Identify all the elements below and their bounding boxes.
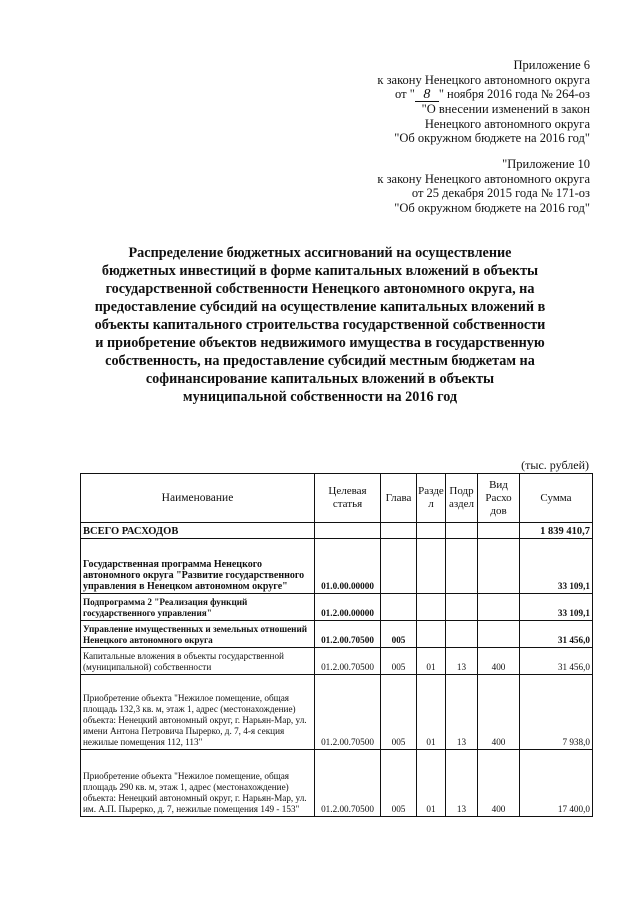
cell-article: 01.2.00.70500 [315,621,381,648]
cell-sum: 31 456,0 [520,648,593,675]
annex-header [377,58,590,146]
cell-podrazdel: 13 [446,750,478,817]
cell-podrazdel [446,539,478,594]
budget-table [80,473,593,817]
cell-name: Капитальные вложения в объекты государственной (муниципальной) собственности [81,648,315,675]
document-title [80,244,560,406]
cell-glava: 005 [381,750,417,817]
annex-line: "Об окружном бюджете на 2016 год" [394,131,590,145]
annex-line: Ненецкого автономного округа [424,116,590,131]
cell-sum: 33 109,1 [520,539,593,594]
annex-original [377,157,590,215]
cell-vid [478,539,520,594]
cell-name: Подпрограмма 2 "Реализация функций государственного управления" [81,594,315,621]
annex-line: "Приложение 10 [502,157,590,171]
title-line: Распределение бюджетных ассигнований на осуществление [128,245,512,261]
table-row [81,675,593,750]
table-row [81,523,593,539]
cell-glava [381,523,417,539]
cell-razdel [417,594,446,621]
title-line: муниципальной собственности на 2016 год [182,389,458,405]
cell-glava: 005 [381,621,417,648]
cell-sum: 1 839 410,7 [520,523,593,539]
cell-vid: 400 [478,648,520,675]
cell-article: 01.2.00.00000 [315,594,381,621]
cell-razdel [417,523,446,539]
cell-vid [478,594,520,621]
cell-article: 01.0.00.00000 [315,539,381,594]
title-line: бюджетных инвестиций в форме капитальных вложений в объекты [101,263,539,279]
header-vid: Вид Расхо дов [478,474,520,523]
units-label: (тыс. рублей) [521,458,589,472]
title-line: софинансирование капитальных вложений в объекты [145,371,495,387]
header-podrazdel: Подр аздел [446,474,478,523]
cell-podrazdel: 13 [446,675,478,750]
cell-podrazdel [446,523,478,539]
cell-vid: 400 [478,675,520,750]
annex-date-suffix: " ноября 2016 года № 264-оз [438,87,590,101]
annex-date-line [377,87,590,102]
table-header-row [81,474,593,523]
header-razdel: Разде л [417,474,446,523]
cell-podrazdel [446,594,478,621]
cell-sum: 7 938,0 [520,675,593,750]
annex-line: Приложение 6 [513,58,590,72]
cell-article: 01.2.00.70500 [315,648,381,675]
header-glava: Глава [381,474,417,523]
cell-name: Приобретение объекта "Нежилое помещение, общая площадь 290 кв. м, этаж 1, адрес (местонахождение) объекта: Ненецкий автономный округ, г. Нарьян-Мар, ул. им. А.П. Пырерко, д. 7, нежилые помещения 149 - 153" [81,750,315,817]
annex-line: к закону Ненецкого автономного округа [377,72,590,87]
cell-glava [381,539,417,594]
cell-razdel [417,539,446,594]
title-line: объекты капитального строительства государственной собственности [94,317,546,333]
table-row [81,539,593,594]
cell-name: Управление имущественных и земельных отношений Ненецкого автономного округа [81,621,315,648]
cell-podrazdel: 13 [446,648,478,675]
header-sum: Сумма [520,474,593,523]
cell-vid: 400 [478,750,520,817]
annex-line: к закону Ненецкого автономного округа [377,171,590,186]
cell-razdel: 01 [417,750,446,817]
table-row [81,621,593,648]
header-name: Наименование [81,474,315,523]
cell-article [315,523,381,539]
annex-date-prefix: от " [395,87,415,101]
title-line: государственной собственности Ненецкого автономного округа, на [105,281,535,297]
handwritten-day: 8 [415,89,439,102]
cell-name: Государственная программа Ненецкого автономного округа "Развитие государственного управления в Ненецком автономном округе" [81,539,315,594]
cell-podrazdel [446,621,478,648]
table-row [81,648,593,675]
cell-name: Приобретение объекта "Нежилое помещение, общая площадь 132,3 кв. м, этаж 1, адрес (местонахождение) объекта: Ненецкий автономный округ, г. Нарьян-Мар, ул. имени Антона Петровича Пырерко, д. 7, 4-я секция нежилые помещения 112, 113" [81,675,315,750]
cell-glava: 005 [381,648,417,675]
cell-razdel [417,621,446,648]
cell-article: 01.2.00.70500 [315,750,381,817]
title-line: предоставление субсидий на осуществление капитальных вложений в [94,299,546,315]
cell-glava: 005 [381,675,417,750]
cell-name: ВСЕГО РАСХОДОВ [81,523,315,539]
annex-line: "О внесении изменений в закон [421,102,590,116]
cell-article: 01.2.00.70500 [315,675,381,750]
cell-sum: 31 456,0 [520,621,593,648]
title-line: собственность, на предоставление субсидий местным бюджетам на [105,353,535,369]
cell-razdel: 01 [417,675,446,750]
annex-line: "Об окружном бюджете на 2016 год" [394,200,590,215]
title-line: и приобретение объектов недвижимого имущества в государственную [95,335,545,351]
cell-vid [478,621,520,648]
cell-sum: 17 400,0 [520,750,593,817]
cell-razdel: 01 [417,648,446,675]
cell-sum: 33 109,1 [520,594,593,621]
header-article: Целевая статья [315,474,381,523]
cell-vid [478,523,520,539]
table-row [81,750,593,817]
table-row [81,594,593,621]
annex-line: от 25 декабря 2015 года № 171-оз [411,186,590,200]
cell-glava [381,594,417,621]
